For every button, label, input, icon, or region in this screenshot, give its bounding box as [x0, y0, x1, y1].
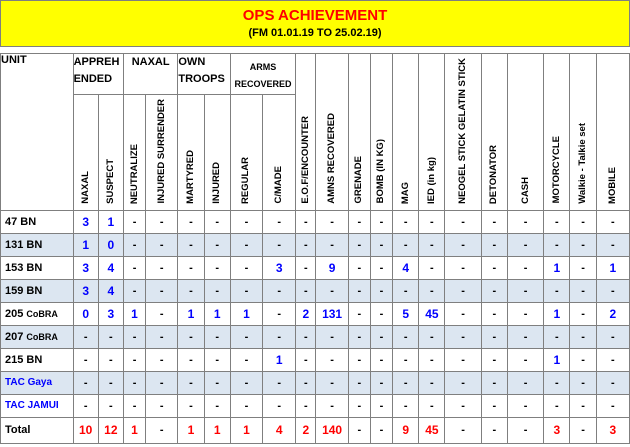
value-cell: - [596, 210, 629, 233]
col-header: DETONATOR [481, 54, 507, 211]
value-cell: - [419, 348, 445, 371]
value-cell: - [507, 325, 543, 348]
value-cell: - [178, 279, 204, 302]
value-cell: - [263, 210, 296, 233]
value-cell: - [146, 348, 178, 371]
col-header: AMNS RECOVERED [316, 54, 348, 211]
value-cell: 5 [393, 302, 419, 325]
value-cell: - [230, 210, 262, 233]
col-header: IED (in kg) [419, 54, 445, 211]
value-cell: - [178, 256, 204, 279]
col-header: INJURED [204, 95, 230, 211]
group-apprehended: APPREH ENDED [73, 54, 123, 95]
value-cell: 1 [230, 417, 262, 443]
ops-table [0, 53, 630, 444]
total-row [1, 417, 630, 443]
value-cell: - [98, 371, 123, 394]
value-cell: - [178, 210, 204, 233]
unit-cell: 215 BN [1, 348, 74, 371]
value-cell: 1 [178, 417, 204, 443]
value-cell: - [146, 325, 178, 348]
value-cell: - [178, 348, 204, 371]
value-cell: - [596, 233, 629, 256]
group-arms-recovered: ARMS RECOVERED [230, 54, 296, 95]
value-cell: - [481, 348, 507, 371]
value-cell: 3 [98, 302, 123, 325]
value-cell: - [445, 256, 481, 279]
value-cell: - [445, 210, 481, 233]
value-cell: - [507, 394, 543, 417]
value-cell: - [570, 256, 596, 279]
value-cell: 131 [316, 302, 348, 325]
value-cell: - [481, 233, 507, 256]
value-cell: 3 [73, 279, 98, 302]
col-header: NEUTRALIZE [123, 95, 145, 211]
value-cell: - [419, 256, 445, 279]
value-cell: - [445, 417, 481, 443]
value-cell: - [146, 279, 178, 302]
page-subtitle: (FM 01.01.19 TO 25.02.19) [248, 27, 382, 39]
value-cell: 10 [73, 417, 98, 443]
value-cell: - [419, 210, 445, 233]
value-cell: - [370, 279, 392, 302]
value-cell: - [419, 233, 445, 256]
value-cell: - [316, 325, 348, 348]
value-cell: - [507, 302, 543, 325]
cobra-label: CoBRA [26, 331, 58, 342]
value-cell: - [348, 233, 370, 256]
value-cell: - [296, 279, 316, 302]
value-cell: - [296, 210, 316, 233]
value-cell: 1 [123, 417, 145, 443]
col-header: GRENADE [348, 54, 370, 211]
value-cell: - [296, 256, 316, 279]
value-cell: - [544, 371, 570, 394]
value-cell: - [123, 256, 145, 279]
value-cell: - [98, 325, 123, 348]
value-cell: - [445, 371, 481, 394]
value-cell: - [123, 279, 145, 302]
value-cell: - [481, 371, 507, 394]
value-cell: - [596, 371, 629, 394]
value-cell: - [445, 325, 481, 348]
col-header: SUSPECT [98, 95, 123, 211]
value-cell: - [481, 210, 507, 233]
col-header: MARTYRED [178, 95, 204, 211]
value-cell: - [146, 256, 178, 279]
table-row [1, 394, 630, 417]
value-cell: - [370, 210, 392, 233]
value-cell: - [481, 417, 507, 443]
value-cell: - [204, 371, 230, 394]
value-cell: - [73, 325, 98, 348]
value-cell: 1 [263, 348, 296, 371]
value-cell: - [123, 348, 145, 371]
value-cell: - [296, 394, 316, 417]
value-cell: 2 [296, 417, 316, 443]
value-cell: - [445, 233, 481, 256]
value-cell: 4 [393, 256, 419, 279]
value-cell: - [419, 325, 445, 348]
value-cell: - [123, 325, 145, 348]
value-cell: - [263, 394, 296, 417]
page-title: OPS ACHIEVEMENT [242, 7, 388, 24]
value-cell: - [370, 371, 392, 394]
value-cell: - [507, 348, 543, 371]
value-cell: - [316, 210, 348, 233]
value-cell: - [316, 371, 348, 394]
value-cell: - [481, 325, 507, 348]
col-header: MOBILE [596, 54, 629, 211]
value-cell: - [507, 371, 543, 394]
value-cell: - [544, 210, 570, 233]
value-cell: 45 [419, 417, 445, 443]
value-cell: - [419, 371, 445, 394]
value-cell: - [393, 233, 419, 256]
unit-cell: 47 BN [1, 210, 74, 233]
value-cell: - [507, 279, 543, 302]
value-cell: - [204, 233, 230, 256]
value-cell: - [263, 233, 296, 256]
value-cell: - [204, 210, 230, 233]
unit-cell: Total [1, 417, 74, 443]
value-cell: - [98, 348, 123, 371]
value-cell: - [544, 325, 570, 348]
table-row [1, 210, 630, 233]
value-cell: 4 [263, 417, 296, 443]
value-cell: - [481, 279, 507, 302]
value-cell: - [263, 302, 296, 325]
value-cell: - [98, 394, 123, 417]
value-cell: 3 [73, 210, 98, 233]
value-cell: 1 [544, 348, 570, 371]
value-cell: - [178, 325, 204, 348]
unit-header: UNIT [1, 54, 74, 211]
value-cell: - [348, 210, 370, 233]
value-cell: - [316, 348, 348, 371]
value-cell: - [204, 348, 230, 371]
value-cell: - [348, 371, 370, 394]
value-cell: - [370, 325, 392, 348]
value-cell: - [348, 394, 370, 417]
value-cell: 1 [73, 233, 98, 256]
unit-cell: 153 BN [1, 256, 74, 279]
value-cell: - [570, 371, 596, 394]
value-cell: - [296, 325, 316, 348]
table-row [1, 371, 630, 394]
table-row [1, 325, 630, 348]
col-header: CASH [507, 54, 543, 211]
value-cell: 1 [204, 417, 230, 443]
value-cell: - [570, 233, 596, 256]
table-row [1, 348, 630, 371]
value-cell: - [230, 233, 262, 256]
value-cell: - [296, 371, 316, 394]
value-cell: - [393, 325, 419, 348]
value-cell: - [204, 325, 230, 348]
value-cell: - [230, 256, 262, 279]
value-cell: - [348, 256, 370, 279]
unit-cell: 207 CoBRA [1, 325, 74, 348]
value-cell: 1 [596, 256, 629, 279]
value-cell: - [123, 394, 145, 417]
value-cell: - [146, 233, 178, 256]
value-cell: 3 [544, 417, 570, 443]
value-cell: - [507, 256, 543, 279]
value-cell: 0 [98, 233, 123, 256]
value-cell: - [178, 233, 204, 256]
unit-cell: TAC Gaya [1, 371, 74, 394]
value-cell: - [570, 302, 596, 325]
value-cell: - [348, 325, 370, 348]
value-cell: 4 [98, 279, 123, 302]
value-cell: - [204, 394, 230, 417]
value-cell: 1 [204, 302, 230, 325]
col-header: C/MADE [263, 95, 296, 211]
value-cell: - [146, 210, 178, 233]
value-cell: - [146, 302, 178, 325]
unit-cell: 205 CoBRA [1, 302, 74, 325]
value-cell: - [146, 371, 178, 394]
value-cell: - [230, 394, 262, 417]
value-cell: 3 [263, 256, 296, 279]
value-cell: 140 [316, 417, 348, 443]
value-cell: 9 [393, 417, 419, 443]
value-cell: - [316, 279, 348, 302]
col-header: MAG [393, 54, 419, 211]
value-cell: - [393, 279, 419, 302]
value-cell: - [445, 302, 481, 325]
value-cell: - [146, 394, 178, 417]
value-cell: - [230, 348, 262, 371]
unit-cell: 131 BN [1, 233, 74, 256]
value-cell: - [544, 279, 570, 302]
col-header: NAXAL [73, 95, 98, 211]
value-cell: - [507, 210, 543, 233]
value-cell: - [204, 256, 230, 279]
value-cell: - [123, 371, 145, 394]
value-cell: 4 [98, 256, 123, 279]
header-group-row [1, 54, 630, 95]
value-cell: - [445, 394, 481, 417]
value-cell: - [230, 371, 262, 394]
value-cell: - [123, 210, 145, 233]
value-cell: - [204, 279, 230, 302]
value-cell: 12 [98, 417, 123, 443]
value-cell: 0 [73, 302, 98, 325]
value-cell: 1 [544, 256, 570, 279]
col-header: REGULAR [230, 95, 262, 211]
value-cell: - [570, 325, 596, 348]
value-cell: - [370, 348, 392, 371]
value-cell: - [570, 210, 596, 233]
unit-cell: 159 BN [1, 279, 74, 302]
value-cell: - [481, 256, 507, 279]
value-cell: - [445, 279, 481, 302]
value-cell: - [481, 394, 507, 417]
value-cell: - [348, 279, 370, 302]
value-cell: - [316, 394, 348, 417]
col-header: E.O.F/ENCOUNTER [296, 54, 316, 211]
table-row [1, 256, 630, 279]
value-cell: - [570, 348, 596, 371]
value-cell: - [230, 325, 262, 348]
value-cell: 1 [178, 302, 204, 325]
value-cell: - [544, 233, 570, 256]
value-cell: - [296, 233, 316, 256]
value-cell: - [263, 279, 296, 302]
value-cell: - [348, 302, 370, 325]
value-cell: 1 [230, 302, 262, 325]
value-cell: - [507, 417, 543, 443]
value-cell: - [393, 348, 419, 371]
group-own-troops: OWN TROOPS [178, 54, 230, 95]
value-cell: 1 [98, 210, 123, 233]
value-cell: - [596, 348, 629, 371]
table-row [1, 233, 630, 256]
value-cell: - [370, 394, 392, 417]
table-body [1, 210, 630, 443]
value-cell: - [393, 210, 419, 233]
value-cell: - [370, 256, 392, 279]
value-cell: 3 [73, 256, 98, 279]
value-cell: - [230, 279, 262, 302]
value-cell: - [178, 371, 204, 394]
value-cell: - [596, 394, 629, 417]
unit-cell: TAC JAMUI [1, 394, 74, 417]
value-cell: 3 [596, 417, 629, 443]
value-cell: 1 [123, 302, 145, 325]
value-cell: - [348, 348, 370, 371]
col-header: INJURED SURRENDER [146, 95, 178, 211]
value-cell: - [481, 302, 507, 325]
col-header: BOMB (IN KG) [370, 54, 392, 211]
value-cell: - [570, 394, 596, 417]
value-cell: 1 [544, 302, 570, 325]
title-band [0, 0, 630, 47]
value-cell: - [393, 371, 419, 394]
value-cell: - [73, 394, 98, 417]
value-cell: 2 [296, 302, 316, 325]
value-cell: - [544, 394, 570, 417]
value-cell: - [123, 233, 145, 256]
value-cell: - [263, 371, 296, 394]
col-header: MOTORCYCLE [544, 54, 570, 211]
value-cell: - [507, 233, 543, 256]
value-cell: - [419, 279, 445, 302]
value-cell: - [370, 417, 392, 443]
value-cell: - [570, 417, 596, 443]
group-naxal: NAXAL [123, 54, 177, 95]
cobra-label: CoBRA [26, 308, 58, 319]
value-cell: - [370, 233, 392, 256]
value-cell: - [296, 348, 316, 371]
value-cell: - [445, 348, 481, 371]
table-row [1, 302, 630, 325]
value-cell: - [570, 279, 596, 302]
value-cell: - [596, 325, 629, 348]
value-cell: - [596, 279, 629, 302]
value-cell: 2 [596, 302, 629, 325]
value-cell: - [348, 417, 370, 443]
table-row [1, 279, 630, 302]
value-cell: 9 [316, 256, 348, 279]
value-cell: 45 [419, 302, 445, 325]
value-cell: - [316, 233, 348, 256]
col-header: Walkie - Talkie set [570, 54, 596, 211]
value-cell: - [178, 394, 204, 417]
value-cell: - [73, 371, 98, 394]
value-cell: - [146, 417, 178, 443]
value-cell: - [393, 394, 419, 417]
value-cell: - [370, 302, 392, 325]
value-cell: - [263, 325, 296, 348]
value-cell: - [419, 394, 445, 417]
col-header: NEOGEL STICK GELATIN STICK [445, 54, 481, 211]
value-cell: - [73, 348, 98, 371]
